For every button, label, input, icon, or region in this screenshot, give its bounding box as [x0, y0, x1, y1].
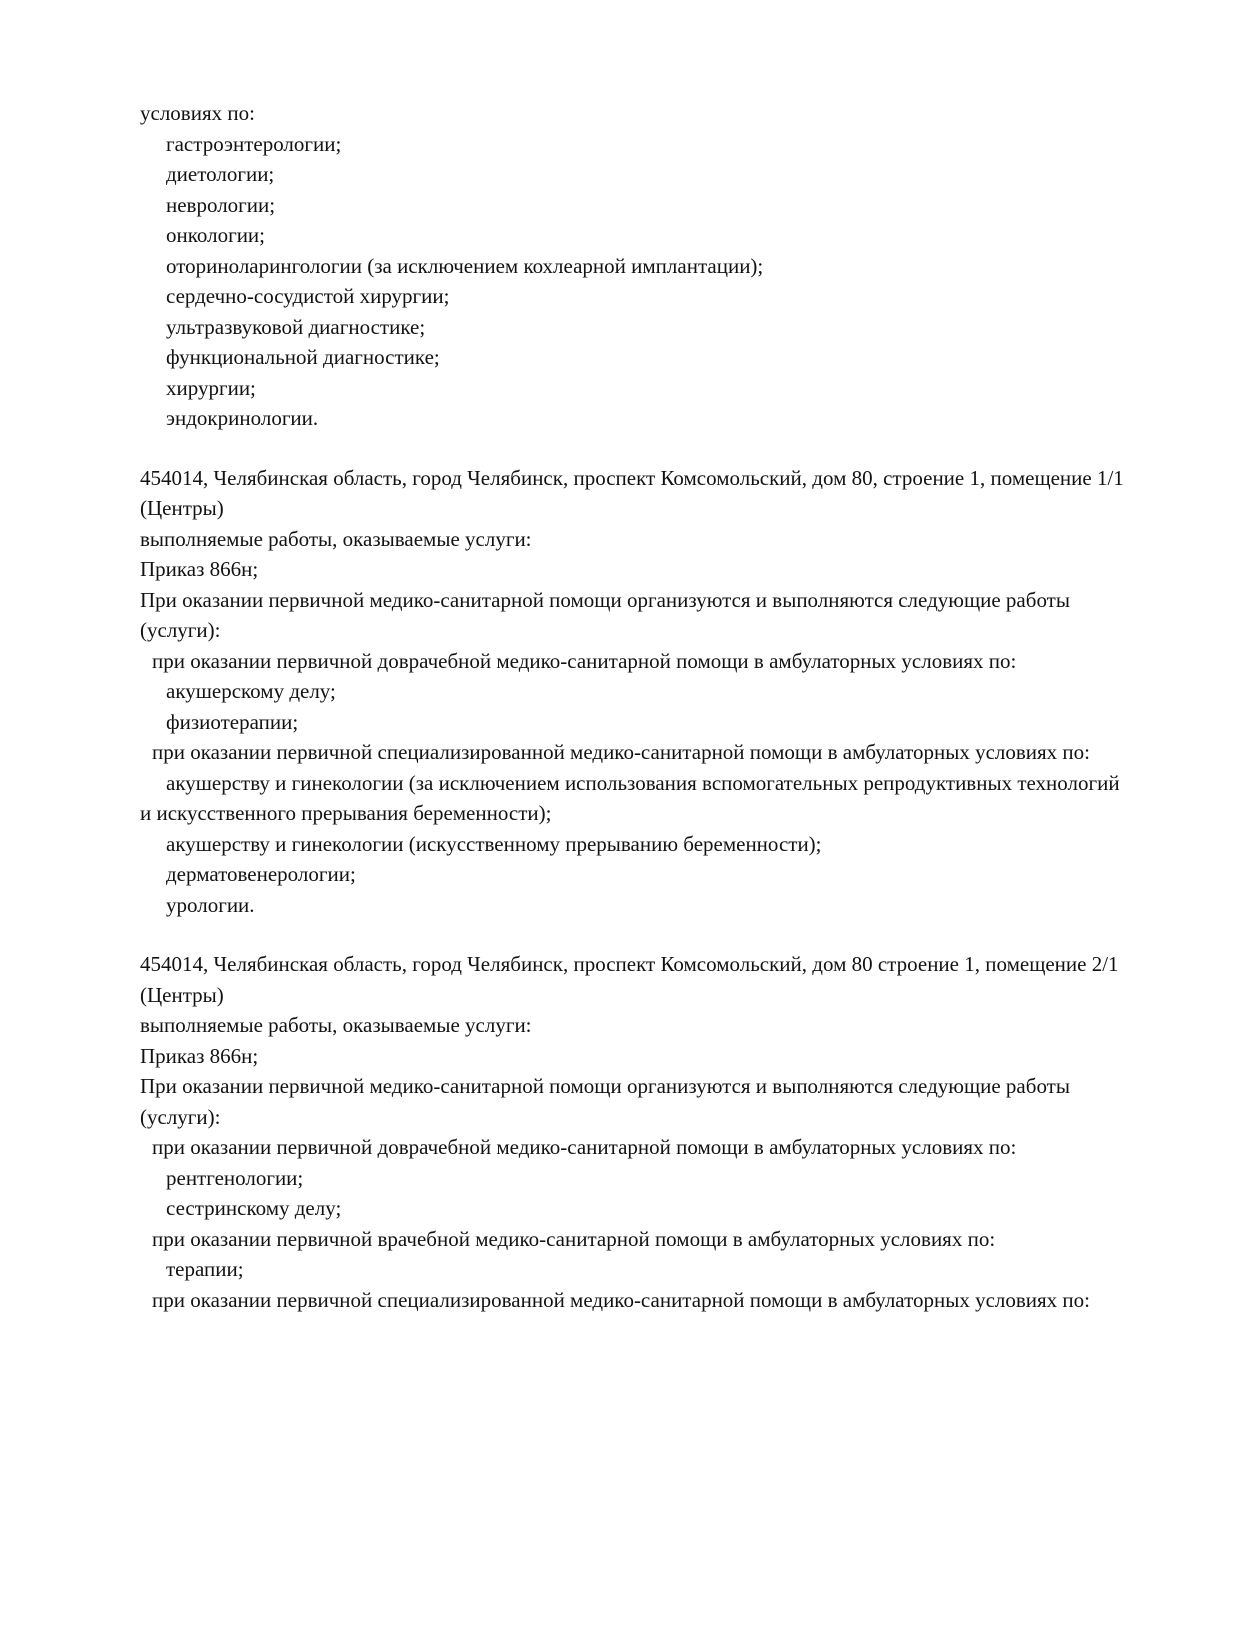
document-line: акушерству и гинекологии (за исключением использования вспомогательных репродуктивных технологий и искусственного прерывания беременности); — [140, 770, 1125, 825]
document-line: дерматовенерологии; — [166, 862, 356, 886]
document-line: при оказании первичной специализированной медико-санитарной помощи в амбулаторных условиях по: — [152, 740, 1091, 764]
document-line: оториноларингологии (за исключением кохлеарной имплантации); — [166, 253, 764, 278]
document-line: неврологии; — [166, 192, 276, 217]
document-line: при оказании первичной доврачебной медико-санитарной помощи в амбулаторных условиях по: — [152, 648, 1017, 673]
document-line: физиотерапии; — [166, 709, 299, 734]
document-line: урологии. — [166, 892, 255, 917]
document-line: гастроэнтерологии; — [166, 131, 342, 156]
document-line: ультразвуковой диагностике; — [166, 314, 426, 339]
document-line: рентгенологии; — [166, 1165, 304, 1190]
document-line: эндокринологии. — [166, 406, 319, 430]
document-line: акушерскому делу; — [166, 679, 336, 703]
document-section — [140, 98, 1130, 434]
document-line: Приказ 866н; — [140, 1043, 259, 1068]
document-line: условиях по: — [140, 101, 255, 125]
document-line: функциональной диагностике; — [166, 345, 440, 369]
document-line: Приказ 866н; — [140, 557, 259, 581]
document-line: выполняемые работы, оказываемые услуги: — [140, 1013, 532, 1037]
document-line: сердечно-сосудистой хирургии; — [166, 284, 450, 308]
document-section — [140, 463, 1130, 921]
document-body — [140, 98, 1130, 1344]
document-line: диетологии; — [166, 162, 275, 186]
document-section — [140, 949, 1130, 1315]
document-line: онкологии; — [166, 223, 266, 247]
document-line: сестринскому делу; — [166, 1196, 342, 1220]
document-line: хирургии; — [166, 375, 256, 400]
document-line: терапии; — [166, 1257, 244, 1281]
document-line: при оказании первичной доврачебной медико-санитарной помощи в амбулаторных условиях по: — [152, 1135, 1017, 1159]
document-line: 454014, Челябинская область, город Челябинск, проспект Комсомольский, дом 80, строение 1, помещение 1/1 (Центры) — [140, 465, 1130, 520]
document-line: 454014, Челябинская область, город Челябинск, проспект Комсомольский, дом 80 строение 1, помещение 2/1 (Центры) — [140, 952, 1124, 1007]
document-line: при оказании первичной врачебной медико-санитарной помощи в амбулаторных условиях по: — [152, 1226, 996, 1251]
document-line: При оказании первичной медико-санитарной помощи организуются и выполняются следующие работы (услуги): — [140, 1074, 1076, 1129]
document-line: выполняемые работы, оказываемые услуги: — [140, 526, 532, 551]
document-line: при оказании первичной специализированной медико-санитарной помощи в амбулаторных условиях по: — [152, 1287, 1091, 1312]
document-line: При оказании первичной медико-санитарной помощи организуются и выполняются следующие работы (услуги): — [140, 587, 1076, 642]
document-line: акушерству и гинекологии (искусственному прерыванию беременности); — [166, 831, 822, 856]
